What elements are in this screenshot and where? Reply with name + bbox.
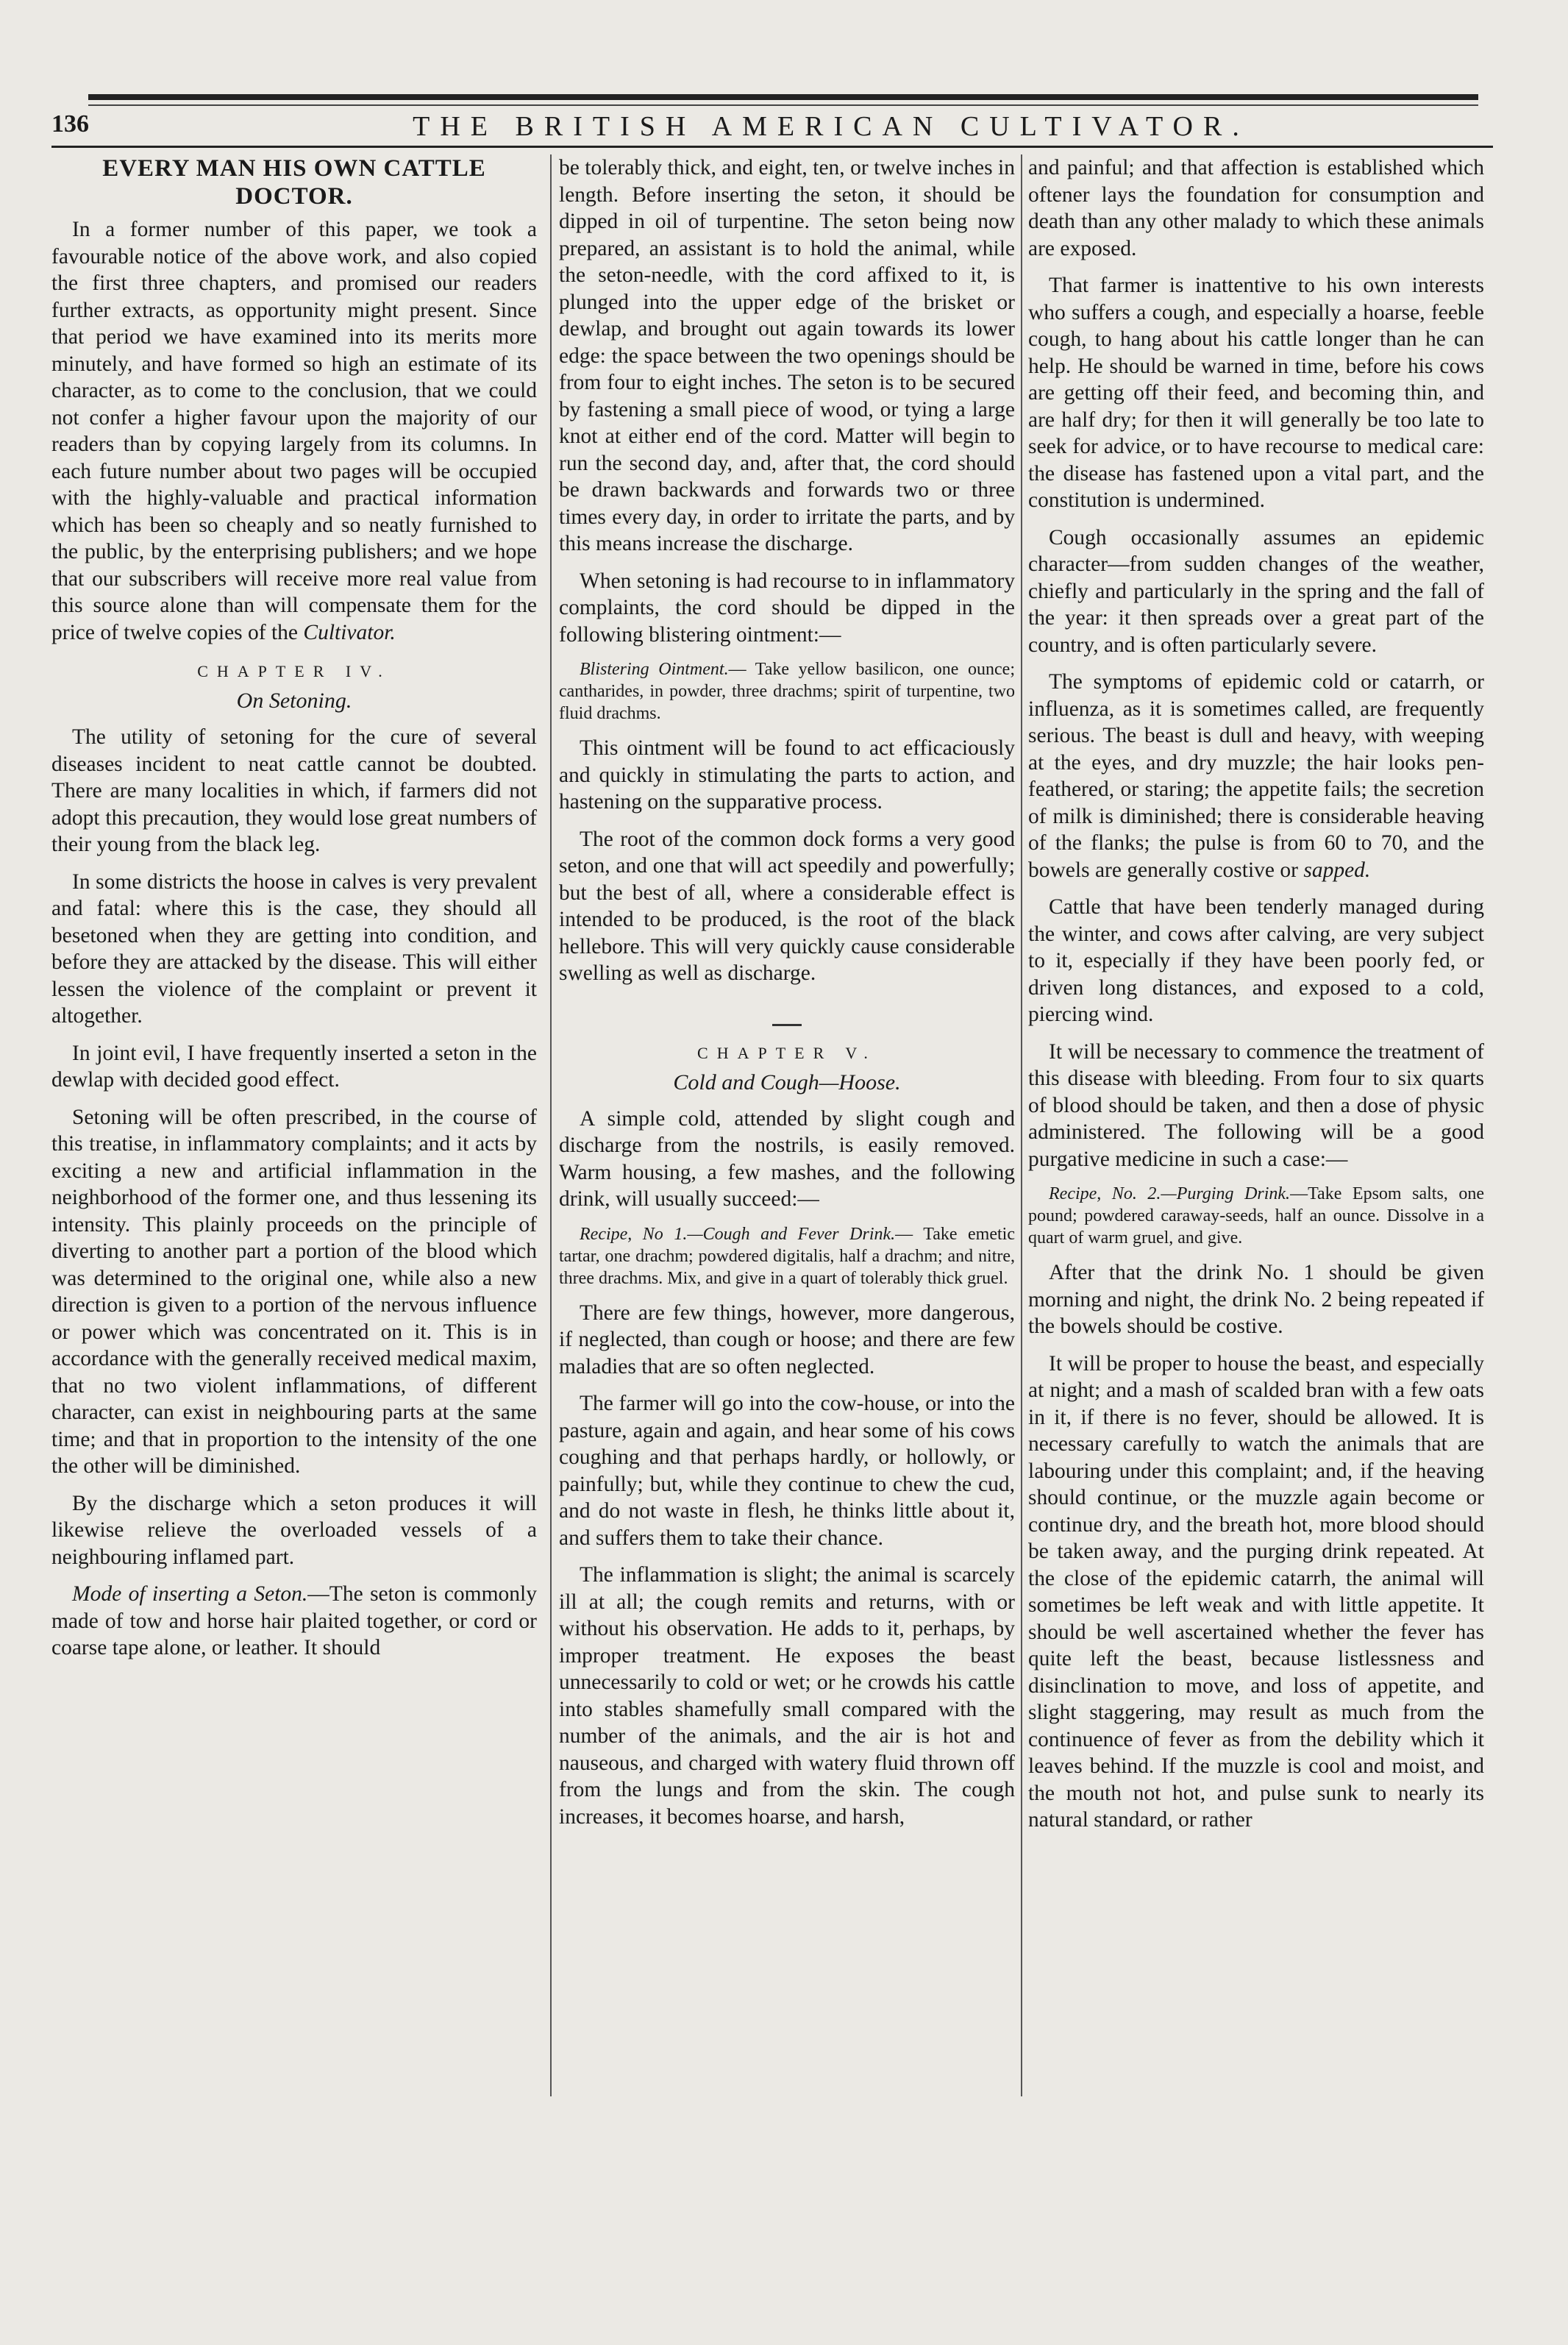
paragraph-italic: Mode of inserting a Seton. <box>72 1582 308 1606</box>
section-separator <box>772 1024 802 1026</box>
paragraph: and painful; and that affection is established which oftener lays the foundation for consumption and death than any other malady to which these animals are exposed. <box>1028 156 1484 260</box>
paragraph-italic: Recipe, No 1.—Cough and Fever Drink. <box>580 1224 896 1244</box>
paragraph: Cough occasionally assumes an epidemic character—from sudden changes of the weather, chiefly and particularly in the spring and the fall of the year: it then spreads over a great part of the country, and is often particularly severe. <box>1028 525 1484 657</box>
header-rule <box>51 146 1493 148</box>
recipe-paragraph <box>559 1223 1015 1289</box>
paragraph-italic: sapped. <box>1303 858 1371 882</box>
paragraph-text: — Take yellow basilicon, one ounce; cantharides, in powder, three drachms; spirit of turpentine, two fluid drachms. <box>559 660 1015 723</box>
paragraph-text: —The seton is commonly made of tow and horse hair plaited together, or cord or coarse tape alone, or leather. It should <box>51 1582 537 1659</box>
paragraph-text: — Take emetic tartar, one drachm; powdered digitalis, half a drachm; and nitre, three drachms. Mix, and give in a quart of tolerably thick gruel. <box>559 1224 1015 1288</box>
paragraph: The utility of setoning for the cure of several diseases incident to neat cattle cannot be doubted. There are many localities in which, if farmers did not adopt this precaution, they would lose great numbers of their young from the black leg. <box>51 725 537 856</box>
top-rule <box>88 94 1478 100</box>
article-title-line-2: DOCTOR. <box>235 183 353 210</box>
paragraph: When setoning is had recourse to in inflammatory complaints, the cord should be dipped in the following blistering ointment:— <box>559 569 1015 647</box>
paragraph: It will be necessary to commence the treatment of this disease with bleeding. From four to six quarts of blood should be taken, and then a dose of physic administered. The following will be a good purgative medicine in such a case:— <box>1028 1039 1484 1171</box>
paragraph-text: The symptoms of epidemic cold or catarrh, or influenza, as it is sometimes called, are frequently serious. The beast is dull and heavy, with weeping at the eyes, and dry muzzle; the hair looks pen-feathered, or staring; the appetite fails; the secretion of milk is diminished; there is considerable heaving of the flanks; the pulse is from 60 to 70, and the bowels are generally costive or <box>1028 670 1484 882</box>
chapter-title: On Setoning. <box>236 688 352 713</box>
paragraph: A simple cold, attended by slight cough and discharge from the nostrils, is easily removed. Warm housing, a few mashes, and the following drink, will usually succeed:— <box>559 1106 1015 1211</box>
paragraph <box>1028 669 1484 883</box>
paragraph: Setoning will be often prescribed, in the course of this treatise, in inflammatory complaints; and it acts by exciting a new and artificial inflammation in the neighborhood of the former one, and thus lessening its intensity. This plainly proceeds on the principle of diverting to another part a portion of the blood which was determined to the original one, while also a new direction is given to a portion of the nervous influence or power which was concentrated on it. This is in accordance with the generally received medical maxim, that no two violent inflammations, of different character, can exist in neighbouring parts at the same time; and that in proportion to the intensity of the one the other will be diminished. <box>51 1105 537 1478</box>
paragraph: The farmer will go into the cow-house, or into the pasture, again and again, and hear some of his cows coughing and that perhaps hardly, or hollowly, or painfully; but, while they continue to chew the cud, and do not waste in flesh, he thinks little about it, and suffers them to take their chance. <box>559 1392 1015 1550</box>
article-title-line-1: EVERY MAN HIS OWN CATTLE <box>102 155 486 182</box>
chapter-heading: CHAPTER V. <box>697 1043 877 1062</box>
paragraph: After that the drink No. 1 should be given morning and night, the drink No. 2 being repeated if the bowels should be costive. <box>1028 1261 1484 1338</box>
top-rule-thin <box>88 104 1478 106</box>
chapter-heading: CHAPTER IV. <box>197 662 391 680</box>
paragraph: be tolerably thick, and eight, ten, or twelve inches in length. Before inserting the seton, it should be dipped in oil of turpentine. The seton being now prepared, an assistant is to hold the animal, while the seton-needle, with the cord affixed to it, is plunged into the upper edge of the brisket or dewlap, and brought out again towards its lower edge: the space between the two openings should be from four to eight inches. The seton is to be secured by fastening a small piece of wood, or tying a large knot at either end of the cord. Matter will begin to run the second day, and, after that, the cord should be drawn backwards and forwards two or three times every day, in order to irritate the parts, and by this means increase the discharge. <box>559 156 1015 555</box>
chapter-title: Cold and Cough—Hoose. <box>673 1070 901 1095</box>
masthead-title: THE BRITISH AMERICAN CULTIVATOR. <box>413 111 1250 142</box>
paragraph-italic: Recipe, No. 2.—Purging Drink. <box>1049 1184 1291 1203</box>
paragraph <box>51 216 537 646</box>
column-3 <box>1028 154 1484 1844</box>
paragraph: There are few things, however, more dangerous, if neglected, than cough or hoose; and there are few maladies that are so often neglected. <box>559 1300 1015 1378</box>
recipe-paragraph <box>1028 1183 1484 1249</box>
paragraph: In joint evil, I have frequently inserted a seton in the dewlap with decided good effect. <box>51 1041 537 1092</box>
paragraph: Cattle that have been tenderly managed during the winter, and cows after calving, are very subject to it, especially if they have been poorly fed, or driven long distances, and exposed to a cold, piercing wind. <box>1028 895 1484 1026</box>
paragraph: By the discharge which a seton produces it will likewise relieve the overloaded vessels of a neighbouring inflamed part. <box>51 1491 537 1569</box>
paragraph: That farmer is inattentive to his own interests who suffers a cough, and especially a hoarse, feeble cough, to hang about his cattle longer than he can help. He should be warned in time, before his cows are getting off their feed, and becoming thin, and are half dry; for then it will generally be too late to seek for advice, or to have recourse to medical care: the disease has fastened upon a vital part, and the constitution is undermined. <box>1028 274 1484 512</box>
paragraph-italic: Cultivator. <box>303 620 396 644</box>
article-title <box>51 154 537 210</box>
paragraph: The inflammation is slight; the animal is scarcely ill at all; the cough remits and returns, with or without his observation. He adds to it, perhaps, by improper treatment. He exposes the beast unnecessarily to cold or wet; or he crowds his cattle into stables shamefully small compared with the number of the animals, and the air is hot and nauseous, and charged with watery fluid thrown off from the lungs and from the skin. The cough increases, it becomes hoarse, and harsh, <box>559 1563 1015 1829</box>
paragraph: In some districts the hoose in calves is very prevalent and fatal: where this is the case, they should all besetoned when they are getting into condition, and before they are attacked by the disease. This will either lessen the violence of the complaint or prevent it altogether. <box>51 869 537 1028</box>
column-divider-1 <box>550 154 552 2096</box>
paragraph-text: —Take Epsom salts, one pound; powdered caraway-seeds, half an ounce. Dissolve in a quart of warm gruel, and give. <box>1028 1184 1484 1248</box>
paragraph-italic: Blistering Ointment. <box>580 660 729 679</box>
column-1 <box>51 154 537 1672</box>
column-2 <box>559 154 1015 1840</box>
paragraph-text: In a former number of this paper, we took a favourable notice of the above work, and also copied the first three chapters, and promised our readers further extracts, as opportunity might present. Since that period we have examined into its merits more minutely, and have formed so high an estimate of its character, as to come to the conclusion, that we could not confer a higher favour upon the majority of our readers than by copying largely from its columns. In each future number about two pages will be occupied with the highly-valuable and practical information which has been so cheaply and so neatly furnished to the public, by the enterprising publishers; and we hope that our subscribers will receive more real value from this source alone than will compensate them for the price of twelve copies of the <box>51 218 537 644</box>
recipe-paragraph <box>559 658 1015 725</box>
column-divider-2 <box>1021 154 1022 2096</box>
paragraph <box>51 1581 537 1662</box>
paragraph: This ointment will be found to act efficaciously and quickly in stimulating the parts to action, and hastening on the supparative process. <box>559 736 1015 814</box>
paragraph: It will be proper to house the beast, and especially at night; and a mash of scalded bran with a few oats in it, if there is no fever, should be allowed. It is necessary carefully to watch the animals that are labouring under this complaint; and, if the heaving should continue, or the muzzle again become or continue dry, and the breath hot, more blood should be taken away, and the purging drink repeated. At the close of the epidemic catarrh, the animal will sometimes be left weak and with little appetite. It should be well ascertained whether the fever has quite left the beast, because listlessness and disinclination to move, and loss of appetite, and slight staggering, may result as much from the continuence of fever as from the debility which it leaves behind. If the muzzle is cool and moist, and the mouth not hot, and pulse sunk to nearly its natural standard, or rather <box>1028 1351 1484 1832</box>
paragraph: The root of the common dock forms a very good seton, and one that will act speedily and powerfully; but the best of all, where a considerable effect is intended to be produced, is the root of the black hellebore. This will very quickly cause considerable swelling as well as discharge. <box>559 827 1015 985</box>
page-number: 136 <box>51 110 89 138</box>
